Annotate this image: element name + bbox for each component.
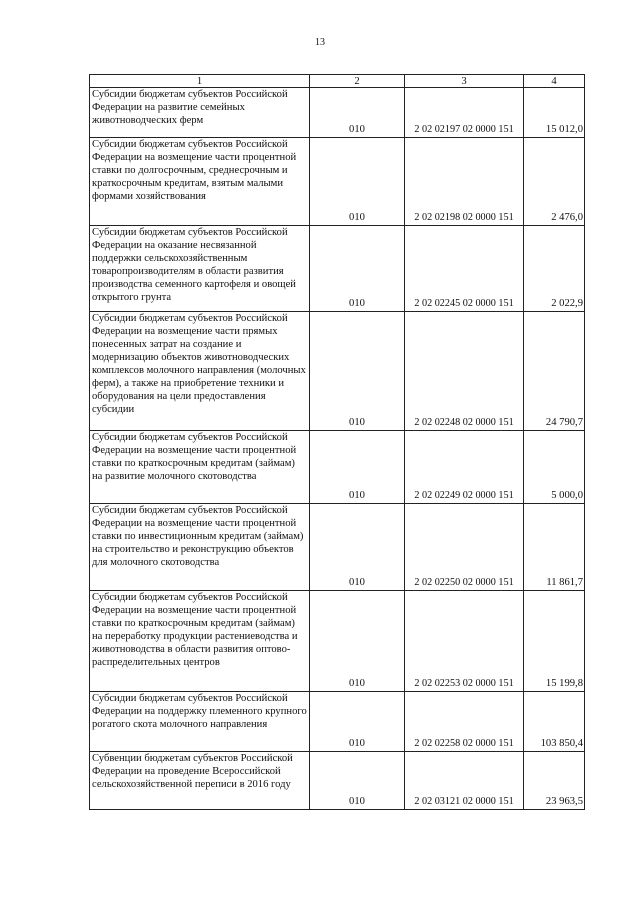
row-description: Субсидии бюджетам субъектов Российской Федерации на оказание несвязанной поддержки сельскохозяйственным товаропроизводителям в области развития производства семенного картофеля и овощей открытого грунта: [90, 226, 310, 312]
row-kbk: 2 02 02248 02 0000 151: [405, 312, 524, 431]
row-kbk: 2 02 02197 02 0000 151: [405, 88, 524, 138]
row-code: 010: [310, 591, 405, 692]
row-amount: 15 199,8: [524, 591, 585, 692]
table-row: [90, 504, 585, 591]
row-kbk: 2 02 03121 02 0000 151: [405, 752, 524, 810]
row-kbk: 2 02 02250 02 0000 151: [405, 504, 524, 591]
table-header-row: [90, 75, 585, 88]
header-col-4: 4: [524, 75, 585, 88]
row-description: Субсидии бюджетам субъектов Российской Федерации на возмещение части прямых понесенных затрат на создание и модернизацию объектов животноводческих комплексов молочного направления (молочных ферм), а также на приобретение техники и оборудования на цели предоставления субсидии: [90, 312, 310, 431]
row-code: 010: [310, 431, 405, 504]
row-description: Субсидии бюджетам субъектов Российской Федерации на возмещение части процентной ставки по краткосрочным кредитам (займам) на развитие молочного скотоводства: [90, 431, 310, 504]
row-code: 010: [310, 752, 405, 810]
row-kbk: 2 02 02198 02 0000 151: [405, 138, 524, 226]
row-code: 010: [310, 312, 405, 431]
table-row: [90, 138, 585, 226]
row-code: 010: [310, 88, 405, 138]
row-code: 010: [310, 226, 405, 312]
row-code: 010: [310, 692, 405, 752]
row-kbk: 2 02 02253 02 0000 151: [405, 591, 524, 692]
row-amount: 24 790,7: [524, 312, 585, 431]
header-col-3: 3: [405, 75, 524, 88]
table-row: [90, 312, 585, 431]
header-col-1: 1: [90, 75, 310, 88]
row-description: Субсидии бюджетам субъектов Российской Федерации на развитие семейных животноводческих ферм: [90, 88, 310, 138]
table-row: [90, 431, 585, 504]
row-amount: 2 022,9: [524, 226, 585, 312]
subsidies-table: [89, 74, 585, 810]
row-amount: 15 012,0: [524, 88, 585, 138]
row-description: Субсидии бюджетам субъектов Российской Федерации на возмещение части процентной ставки по инвестиционным кредитам (займам) на строительство и реконструкцию объектов для молочного скотоводства: [90, 504, 310, 591]
row-code: 010: [310, 504, 405, 591]
table-row: [90, 88, 585, 138]
row-amount: 5 000,0: [524, 431, 585, 504]
row-kbk: 2 02 02258 02 0000 151: [405, 692, 524, 752]
row-amount: 11 861,7: [524, 504, 585, 591]
row-kbk: 2 02 02245 02 0000 151: [405, 226, 524, 312]
row-amount: 2 476,0: [524, 138, 585, 226]
row-description: Субвенции бюджетам субъектов Российской Федерации на проведение Всероссийской сельскохозяйственной переписи в 2016 году: [90, 752, 310, 810]
table-row: [90, 752, 585, 810]
page-number: 13: [315, 37, 325, 48]
row-kbk: 2 02 02249 02 0000 151: [405, 431, 524, 504]
row-amount: 23 963,5: [524, 752, 585, 810]
table-row: [90, 591, 585, 692]
table-row: [90, 226, 585, 312]
row-description: Субсидии бюджетам субъектов Российской Федерации на поддержку племенного крупного рогатого скота молочного направления: [90, 692, 310, 752]
row-amount: 103 850,4: [524, 692, 585, 752]
table-row: [90, 692, 585, 752]
row-description: Субсидии бюджетам субъектов Российской Федерации на возмещение части процентной ставки по долгосрочным, среднесрочным и краткосрочным кредитам, взятым малыми формами хозяйствования: [90, 138, 310, 226]
row-description: Субсидии бюджетам субъектов Российской Федерации на возмещение части процентной ставки по краткосрочным кредитам (займам) на переработку продукции растениеводства и животноводства в области развития оптово-распределительных центров: [90, 591, 310, 692]
row-code: 010: [310, 138, 405, 226]
header-col-2: 2: [310, 75, 405, 88]
